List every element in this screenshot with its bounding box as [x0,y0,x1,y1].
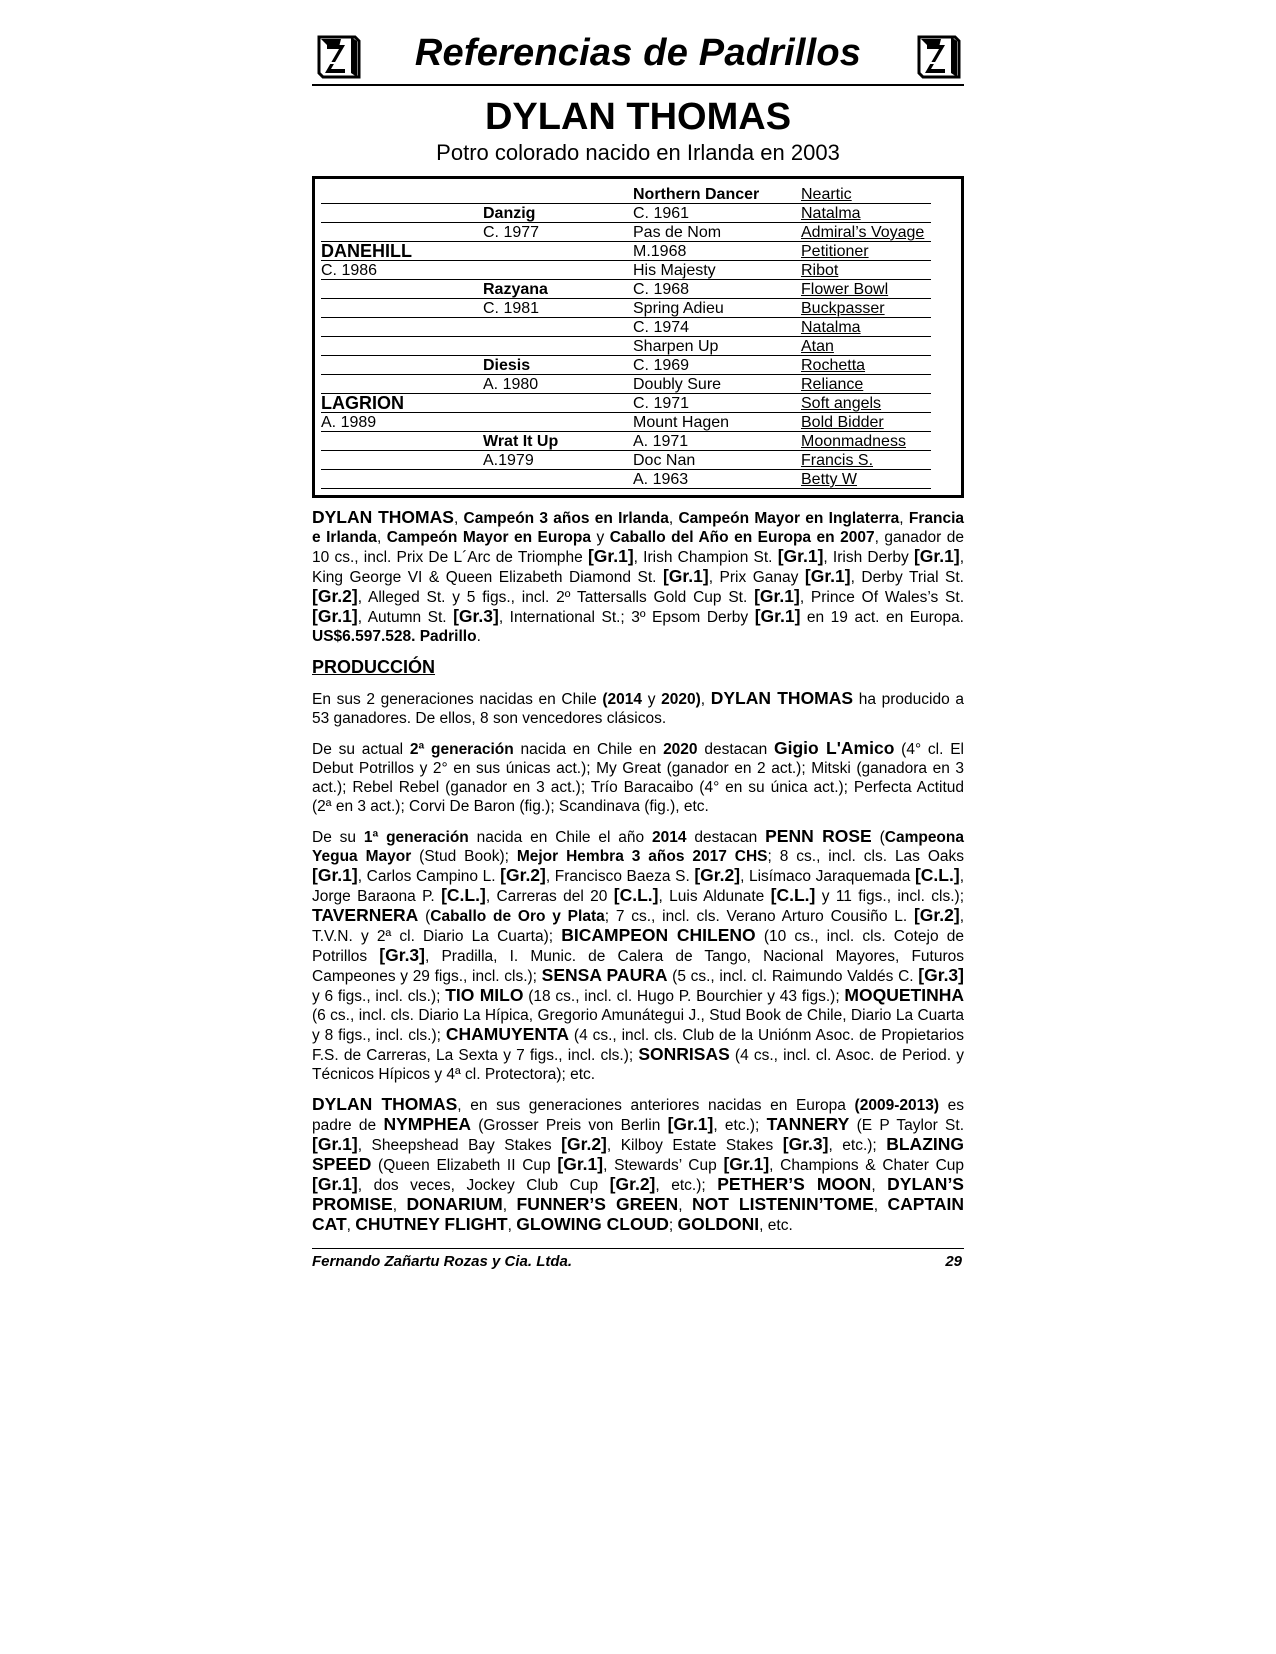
text-run: Campeona Yegua Mayor [312,829,964,865]
text-run: [Gr.1] [662,566,709,586]
pedigree-cell: Northern Dancer [633,185,801,204]
text-run: (2014 [602,691,643,708]
pedigree-cell: Moonmadness [801,432,931,451]
text-run: CHUTNEY FLIGHT [355,1214,508,1234]
text-run: 2020) [661,691,701,708]
first-generation-paragraph [312,827,964,1084]
pedigree-cell: Danzig [483,204,633,223]
pedigree-cell: Spring Adieu [633,299,801,318]
second-generation-paragraph [312,739,964,816]
text-run: MOQUETINHA [844,985,964,1005]
pedigree-cell: Wrat It Up [483,432,633,451]
text-run: , [678,1197,692,1214]
text-run: , en sus generaciones anteriores nacidas en Europa [457,1097,855,1114]
text-run: (E P Taylor St. [849,1117,965,1134]
text-run: [Gr.1] [804,566,851,586]
pedigree-row [321,280,961,299]
pedigree-cell: C. 1969 [633,356,801,375]
text-run: , T.V.N. y 2ª cl. Diario La Cuarta); [312,908,965,945]
pedigree-cell: Doc Nan [633,451,801,470]
text-run: , [668,510,679,527]
pedigree-row [321,413,961,432]
text-run: , King George VI & Queen Elizabeth Diamond St. [312,549,964,586]
text-run: , [700,691,711,708]
text-run: Caballo del Año en Europa en 2007 [609,529,875,546]
text-run: ; 8 cs., incl. cls. Las Oaks [767,848,965,865]
text-run: [Gr.1] [723,1154,770,1174]
text-run: [Gr.3] [918,965,964,985]
page-header [312,28,964,86]
pedigree-cell: A. 1971 [633,432,801,451]
text-run: ha producido a 53 ganadores. De ellos, 8 son vencedores clásicos. [312,691,964,727]
page-footer [312,1248,964,1270]
pedigree-cell: Betty W [801,470,931,489]
text-run: , [453,510,464,527]
text-run: ; [668,1217,678,1234]
text-run: , Prince Of Wales’s St. [799,589,964,606]
pedigree-cell [321,432,483,451]
pedigree-row [321,223,961,242]
pedigree-cell [483,413,633,432]
pedigree-cell: A.1979 [483,451,633,470]
pedigree-cell: His Majesty [633,261,801,280]
text-run: , dos veces, Jockey Club Cup [357,1177,610,1194]
text-run: , Carreras del 20 [485,888,614,905]
pedigree-cell: Flower Bowl [801,280,931,299]
pedigree-cell: M.1968 [633,242,801,261]
pedigree-cell: Soft angels [801,394,931,413]
text-run: (18 cs., incl. cl. Hugo P. Bourchier y 43 figs.); [523,988,845,1005]
description-paragraph [312,508,964,646]
text-run: nacida en Chile en [513,741,664,758]
pedigree-cell: Ribot [801,261,931,280]
pedigree-row [321,185,961,204]
text-run: 2020 [663,741,698,758]
text-run: [C.L.] [914,865,960,885]
text-run: En sus 2 generaciones nacidas en Chile [312,691,603,708]
pedigree-cell: Francis S. [801,451,931,470]
text-run: , etc. [759,1217,793,1234]
text-run: [Gr.2] [913,905,960,925]
pedigree-cell: Petitioner [801,242,931,261]
text-run: , [873,1197,888,1214]
text-run: Caballo de Oro y Plata [430,908,605,925]
text-run: , Francisco Baeza S. [545,868,695,885]
text-run: ( [418,908,431,925]
text-run: GOLDONI [677,1214,760,1234]
page-number: 29 [945,1253,962,1270]
pedigree-cell: C. 1974 [633,318,801,337]
text-run: , Alleged St. y 5 figs., incl. 2º Tattersalls Gold Cup St. [357,589,755,606]
text-run: 1ª generación [363,829,469,846]
pedigree-row [321,242,961,261]
text-run: , Irish Derby [823,549,914,566]
text-run: , [502,1197,517,1214]
text-run: (2009-2013) [854,1097,939,1114]
text-run: , Sheepshead Bay Stakes [357,1137,562,1154]
text-run: [Gr.1] [754,606,801,626]
text-run: [C.L.] [441,885,486,905]
pedigree-cell [483,261,633,280]
pedigree-cell [483,394,633,413]
text-run: y [642,691,662,708]
pedigree-cell: C. 1977 [483,223,633,242]
text-run: (10 cs., incl. cls. Cotejo de Potrillos [312,928,964,965]
pedigree-cell: Bold Bidder [801,413,931,432]
text-run: nacida en Chile el año [468,829,653,846]
text-run: [Gr.3] [453,606,499,626]
text-run: PETHER’S MOON [717,1174,872,1194]
pedigree-row [321,470,961,489]
text-run: , [871,1177,888,1194]
text-run: TIO MILO [445,985,524,1005]
text-run: (6 cs., incl. cls. Diario La Hípica, Gregorio Amunátegui J., Stud Book de Chile, Diario La Cuarta y 8 figs., incl. cls.); [312,1007,964,1044]
pedigree-cell: Mount Hagen [633,413,801,432]
pedigree-cell [321,451,483,470]
text-run: , [392,1197,407,1214]
pedigree-cell [321,337,483,356]
text-run: , etc.); [655,1177,718,1194]
text-run: (Stud Book); [411,848,517,865]
text-run: , Derby Trial St. [850,569,964,586]
text-run: . [476,628,481,645]
pedigree-cell [483,470,633,489]
text-run: GLOWING CLOUD [516,1214,669,1234]
pedigree-cell: C. 1971 [633,394,801,413]
text-run: , Luis Aldunate [658,888,771,905]
text-run: SENSA PAURA [541,965,668,985]
text-run: BLAZING SPEED [312,1134,965,1174]
pedigree-row [321,299,961,318]
production-paragraph [312,689,964,728]
pedigree-cell [321,470,483,489]
text-run: CHAMUYENTA [445,1024,570,1044]
text-run: (Queen Elizabeth II Cup [371,1157,558,1174]
pedigree-cell: Diesis [483,356,633,375]
text-run: TANNERY [766,1114,850,1134]
header-title: Referencias de Padrillos [414,32,862,74]
pedigree-row [321,337,961,356]
text-run: [Gr.1] [777,546,824,566]
pedigree-cell: Admiral’s Voyage [801,223,931,242]
text-run: [Gr.1] [312,1134,358,1154]
pedigree-cell: C. 1981 [483,299,633,318]
text-run: DYLAN’S PROMISE [312,1174,964,1214]
pedigree-row [321,451,961,470]
text-run: , etc.); [828,1137,887,1154]
text-run: , etc.); [713,1117,767,1134]
pedigree-table [312,176,964,498]
text-run: , Prix Ganay [708,569,805,586]
text-run: DONARIUM [406,1194,503,1214]
text-run: , Pradilla, I. Munic. de Calera de Tango, Nacional Mayores, Futuros Campeones y 29 figs., incl. cls.); [312,948,964,985]
horse-subtitle: Potro colorado nacido en Irlanda en 2003 [436,140,840,165]
text-run: [Gr.1] [312,865,358,885]
text-run: US$6.597.528. Padrillo [312,628,477,645]
text-run: , Champions & Chater Cup [769,1157,965,1174]
pedigree-cell: Atan [801,337,931,356]
text-run: ( [871,829,885,846]
text-run: y [590,529,610,546]
text-run: , International St.; 3º Epsom Derby [498,609,755,626]
text-run: destacan [686,829,766,846]
text-run: [Gr.2] [694,865,741,885]
text-run: CAPTAIN CAT [312,1194,964,1234]
text-run: [C.L.] [770,885,816,905]
pedigree-row [321,375,961,394]
text-run: [Gr.2] [312,586,358,606]
pedigree-cell [321,280,483,299]
text-run: , [507,1217,517,1234]
pedigree-cell: Razyana [483,280,633,299]
horse-name: DYLAN THOMAS [484,96,792,138]
text-run: DYLAN THOMAS [312,507,454,527]
text-run: [Gr.1] [557,1154,604,1174]
text-run: BICAMPEON CHILENO [561,925,756,945]
pedigree-cell [483,242,633,261]
pedigree-cell [321,375,483,394]
text-run: Gigio L'Amico [774,738,895,758]
page [312,28,964,1235]
text-run: , Lisímaco Jaraquemada [740,868,915,885]
text-run: , Irish Champion St. [633,549,778,566]
pedigree-cell: Neartic [801,185,931,204]
pedigree-cell: Natalma [801,318,931,337]
text-run: SONRISAS [638,1044,730,1064]
pedigree-cell: DANEHILL [321,242,483,261]
text-run: en 19 act. en Europa. [800,609,964,626]
pedigree-row [321,318,961,337]
text-run: 2ª generación [409,741,514,758]
text-run: [Gr.3] [782,1134,829,1154]
pedigree-cell: Buckpasser [801,299,931,318]
pedigree-cell: C. 1961 [633,204,801,223]
text-run: , ganador de 10 cs., incl. Prix De L´Arc de Triomphe [312,529,964,566]
text-run: , Jorge Baraona P. [312,868,964,905]
pedigree-cell: C. 1986 [321,261,483,280]
text-run: [Gr.2] [561,1134,607,1154]
pedigree-cell [483,185,633,204]
text-run: PENN ROSE [765,826,872,846]
pedigree-cell: Doubly Sure [633,375,801,394]
text-run: , Kilboy Estate Stakes [606,1137,783,1154]
pedigree-cell: Natalma [801,204,931,223]
text-run: [Gr.3] [379,945,425,965]
text-run: (4 cs., incl. cl. Asoc. de Period. y Técnicos Hípicos y 4ª cl. Protectora); etc. [312,1047,965,1083]
text-run: y 6 figs., incl. cls.); [312,988,446,1005]
text-run: , Carlos Campino L. [357,868,501,885]
text-run: (5 cs., incl. cl. Raimundo Valdés C. [667,968,919,985]
text-run: [Gr.2] [609,1174,656,1194]
text-run: NYMPHEA [383,1114,471,1134]
pedigree-cell [483,337,633,356]
europe-generations-paragraph [312,1095,964,1235]
text-run: Mejor Hembra 3 años 2017 CHS [516,848,768,865]
pedigree-cell [321,185,483,204]
text-run: , [899,510,909,527]
footer-company: Fernando Zañartu Rozas y Cia. Ltda. [312,1253,573,1270]
text-run: [Gr.1] [587,546,634,566]
text-run: [C.L.] [613,885,659,905]
text-run: FUNNER’S GREEN [516,1194,679,1214]
pedigree-cell [321,223,483,242]
text-run: De su actual [312,741,410,758]
text-run: ; 7 cs., incl. cls. Verano Arturo Cousiño L. [604,908,914,925]
pedigree-cell: A. 1989 [321,413,483,432]
section-title: PRODUCCIÓN [312,657,436,677]
text-run: es padre de [312,1097,964,1134]
text-run: (4 cs., incl. cls. Club de la Uniónm Asoc. de Propietarios F.S. de Carreras, La Sexta y 7 figs., incl. cls.); [312,1027,965,1064]
text-run: , Autumn St. [357,609,454,626]
text-run: De su [312,829,364,846]
text-run: Campeón Mayor en Inglaterra [678,510,900,527]
pedigree-row [321,394,961,413]
pedigree-cell [321,299,483,318]
text-run: Campeón Mayor en Europa [386,529,591,546]
pedigree-cell [321,318,483,337]
text-run: TAVERNERA [312,905,419,925]
pedigree-row [321,356,961,375]
pedigree-cell: Reliance [801,375,931,394]
pedigree-cell: Pas de Nom [633,223,801,242]
pedigree-cell: Sharpen Up [633,337,801,356]
pedigree-cell [321,356,483,375]
z-emblem-icon [915,33,961,81]
text-run: [Gr.2] [500,865,546,885]
pedigree-cell: A. 1980 [483,375,633,394]
text-run: DYLAN THOMAS [710,688,854,708]
pedigree-cell [321,204,483,223]
pedigree-cell [483,318,633,337]
text-run: [Gr.1] [312,606,358,626]
text-run: , Stewards’ Cup [603,1157,724,1174]
pedigree-cell: C. 1968 [633,280,801,299]
text-run: (4° cl. El Debut Potrillos y 2° en sus únicas act.); My Great (ganador en 2 act.); Mitski (ganadora en 3 act.); Rebel Rebel (ganador en 3 act.); Trío Baracaibo (4° en su única act.); Perfecta Actitud (2ª en 3 act.); Corvi De Baron (fig.); Scandinava (fig.), etc. [312,741,964,815]
pedigree-row [321,204,961,223]
text-run: , [346,1217,356,1234]
text-run: [Gr.1] [913,546,960,566]
text-run: DYLAN THOMAS [312,1094,458,1114]
pedigree-row [321,261,961,280]
text-run: [Gr.1] [667,1114,714,1134]
text-run: [Gr.1] [312,1174,358,1194]
pedigree-cell: A. 1963 [633,470,801,489]
pedigree-cell: LAGRION [321,394,483,413]
pedigree-row [321,432,961,451]
text-run: destacan [697,741,775,758]
text-run: y 11 figs., incl. cls.); [815,888,964,905]
text-run: NOT LISTENIN’TOME [691,1194,874,1214]
text-run: Francia e Irlanda [312,510,964,546]
text-run: (Grosser Preis von Berlin [470,1117,668,1134]
text-run: Campeón 3 años en Irlanda [463,510,669,527]
pedigree-cell: Rochetta [801,356,931,375]
text-run: 2014 [652,829,687,846]
text-run: , [376,529,387,546]
text-run: [Gr.1] [754,586,800,606]
